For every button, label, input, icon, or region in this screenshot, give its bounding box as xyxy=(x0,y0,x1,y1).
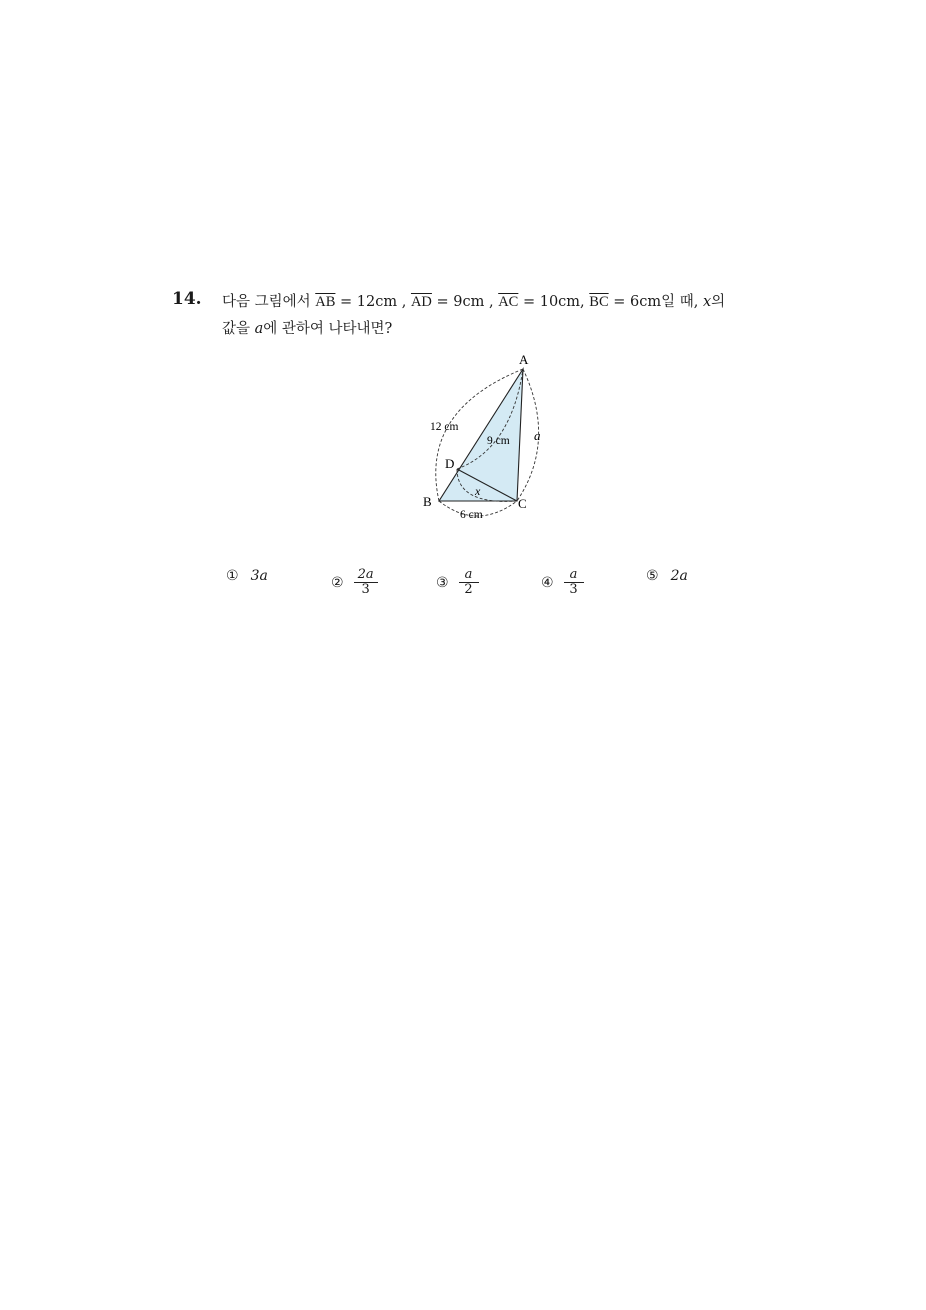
question-text: = 9cm , xyxy=(431,294,499,310)
length-label-ab: 12 cm xyxy=(430,421,459,433)
variable-x: x xyxy=(702,294,712,310)
fraction-denominator: 3 xyxy=(361,582,370,597)
vertex-label-b: B xyxy=(423,494,432,509)
choice-value: 3a xyxy=(250,568,268,584)
choice-value: 2a xyxy=(670,568,688,584)
vertex-label-c: C xyxy=(518,496,527,511)
question-text-line-1 xyxy=(222,290,725,311)
choice-number: ③ xyxy=(436,574,449,591)
length-label-ad: 9 cm xyxy=(487,435,510,447)
choice-number: ⑤ xyxy=(646,568,659,584)
choice-5[interactable] xyxy=(646,568,688,584)
question-text: 값을 xyxy=(222,321,255,337)
length-label-bc: 6 cm xyxy=(460,509,483,521)
question-text: = 6cm일 때, xyxy=(608,294,703,310)
fraction-denominator: 3 xyxy=(569,582,578,597)
choice-2[interactable] xyxy=(331,568,376,597)
variable-a: a xyxy=(254,321,264,337)
choice-number: ② xyxy=(331,574,344,591)
segment-ad: $\overline{AD}$ xyxy=(410,294,432,310)
choice-number: ① xyxy=(226,568,239,584)
choice-fraction xyxy=(566,568,582,597)
fraction-numerator: 2a xyxy=(357,567,374,582)
choice-fraction xyxy=(461,568,477,597)
choice-4[interactable] xyxy=(541,568,582,597)
choice-number: ④ xyxy=(541,574,554,591)
triangle-figure xyxy=(405,345,565,530)
segment-ab: $\overline{AB}$ xyxy=(315,294,336,310)
question-text-line-2 xyxy=(222,317,392,338)
vertex-label-d: D xyxy=(445,456,455,471)
segment-bc: $\overline{BC}$ xyxy=(589,294,609,310)
length-label-ac: a xyxy=(534,428,541,443)
question-number: 14. xyxy=(172,289,202,309)
question-text: 다음 그림에서 xyxy=(222,294,316,310)
question-text: 의 xyxy=(711,294,726,310)
question-text: = 10cm, xyxy=(518,294,590,310)
length-label-dc: x xyxy=(475,484,481,498)
question-text: = 12cm , xyxy=(335,294,411,310)
segment-ac: $\overline{AC}$ xyxy=(498,294,519,310)
question-text: 에 관하여 나타내면? xyxy=(263,321,393,337)
choice-fraction xyxy=(356,568,376,597)
choice-3[interactable] xyxy=(436,568,477,597)
fraction-numerator: a xyxy=(569,567,578,582)
choice-1[interactable] xyxy=(226,568,268,584)
vertex-label-a: A xyxy=(519,352,529,367)
fraction-denominator: 2 xyxy=(464,582,473,597)
fraction-numerator: a xyxy=(464,567,473,582)
